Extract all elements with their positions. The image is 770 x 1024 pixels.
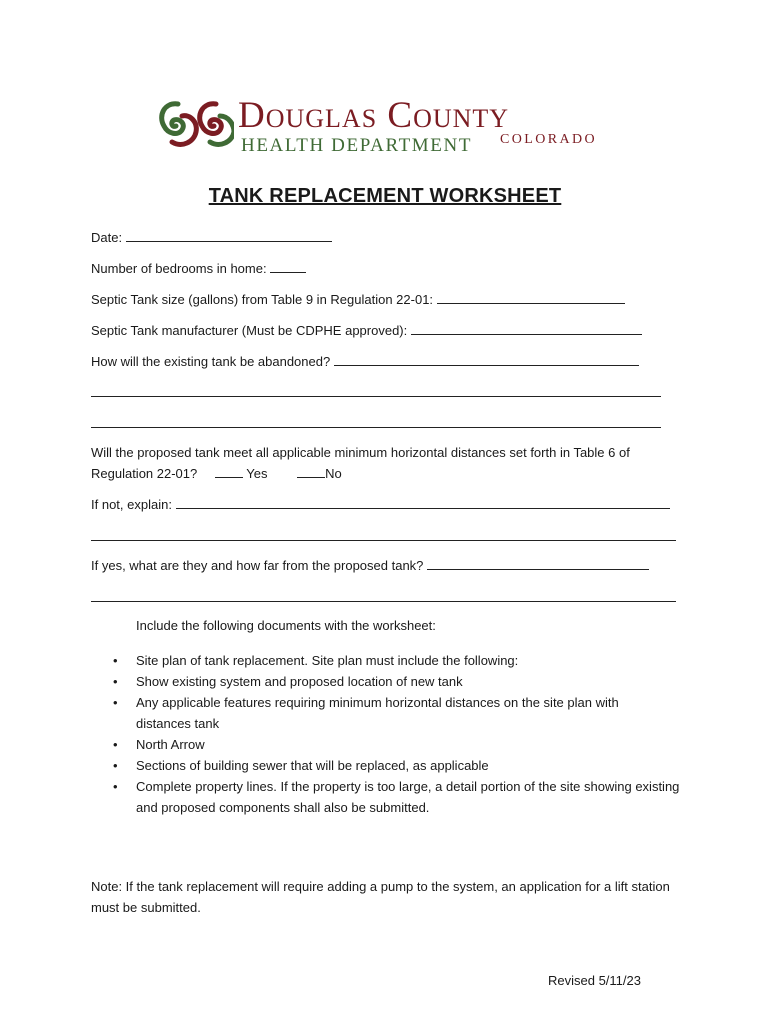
yes-blank[interactable] <box>215 465 243 478</box>
tank-size-label: Septic Tank size (gallons) from Table 9 in Regulation 22-01: <box>91 292 434 307</box>
if-yes-field[interactable] <box>427 557 649 570</box>
bullet-icon: • <box>113 674 118 689</box>
revision-date: Revised 5/11/23 <box>548 973 641 988</box>
question-line-1: Will the proposed tank meet all applicable minimum horizontal distances set forth in Table 6 of <box>91 445 630 460</box>
document-text: Sections of building sewer that will be replaced, as applicable <box>136 758 489 773</box>
if-yes-row <box>91 557 649 574</box>
question-regulation-text: Regulation 22-01? <box>91 466 198 481</box>
abandoned-row <box>91 353 639 370</box>
document-text: North Arrow <box>136 737 205 752</box>
include-heading: Include the following documents with the worksheet: <box>136 618 436 633</box>
logo-emblem-icon <box>158 98 234 150</box>
page-title: TANK REPLACEMENT WORKSHEET <box>208 185 562 207</box>
bullet-icon: • <box>113 758 118 773</box>
if-not-label: If not, explain: <box>91 497 172 512</box>
if-not-field[interactable] <box>176 496 670 509</box>
tank-size-field[interactable] <box>437 291 625 304</box>
if-not-row <box>91 496 670 513</box>
if-yes-line-2[interactable] <box>91 601 676 602</box>
bullet-icon: • <box>113 737 118 752</box>
abandoned-line-2[interactable] <box>91 396 661 397</box>
bullet-icon: • <box>113 779 118 794</box>
list-item <box>91 776 691 818</box>
list-item <box>91 692 691 734</box>
list-item <box>91 755 691 776</box>
abandoned-line-3[interactable] <box>91 427 661 428</box>
document-text: Any applicable features requiring minimum horizontal distances on the site plan with distances tank <box>136 695 619 731</box>
question-line-2 <box>91 463 691 484</box>
bedrooms-row <box>91 260 306 277</box>
abandoned-field[interactable] <box>334 353 639 366</box>
document-text: Site plan of tank replacement. Site plan must include the following: <box>136 653 519 668</box>
list-item <box>91 734 691 755</box>
manufacturer-field[interactable] <box>411 322 642 335</box>
date-field[interactable] <box>126 229 332 242</box>
tank-size-row <box>91 291 625 308</box>
list-item <box>91 650 691 671</box>
no-blank[interactable] <box>297 465 325 478</box>
department-name: HEALTH DEPARTMENT <box>241 135 473 156</box>
yes-label: Yes <box>246 466 268 481</box>
manufacturer-label: Septic Tank manufacturer (Must be CDPHE approved): <box>91 323 408 338</box>
bullet-icon: • <box>113 695 118 710</box>
date-row <box>91 229 332 246</box>
no-label: No <box>325 466 342 481</box>
manufacturer-row <box>91 322 642 339</box>
document-text: Complete property lines. If the property is too large, a detail portion of the site showing existing and proposed components shall also be submitted. <box>136 779 680 815</box>
if-not-line-2[interactable] <box>91 540 676 541</box>
list-item <box>91 671 691 692</box>
abandoned-label: How will the existing tank be abandoned? <box>91 354 331 369</box>
bedrooms-label: Number of bedrooms in home: <box>91 261 267 276</box>
if-yes-label: If yes, what are they and how far from the proposed tank? <box>91 558 424 573</box>
state-name: COLORADO <box>500 132 597 147</box>
county-logo <box>158 96 608 158</box>
org-name: Douglas County <box>238 95 510 136</box>
document-text: Show existing system and proposed location of new tank <box>136 674 463 689</box>
bullet-icon: • <box>113 653 118 668</box>
date-label: Date: <box>91 230 123 245</box>
distance-question <box>91 442 691 484</box>
documents-list <box>91 650 691 818</box>
bedrooms-field[interactable] <box>270 260 306 273</box>
pump-note: Note: If the tank replacement will require adding a pump to the system, an application for a lift station must be submitted. <box>91 879 670 915</box>
